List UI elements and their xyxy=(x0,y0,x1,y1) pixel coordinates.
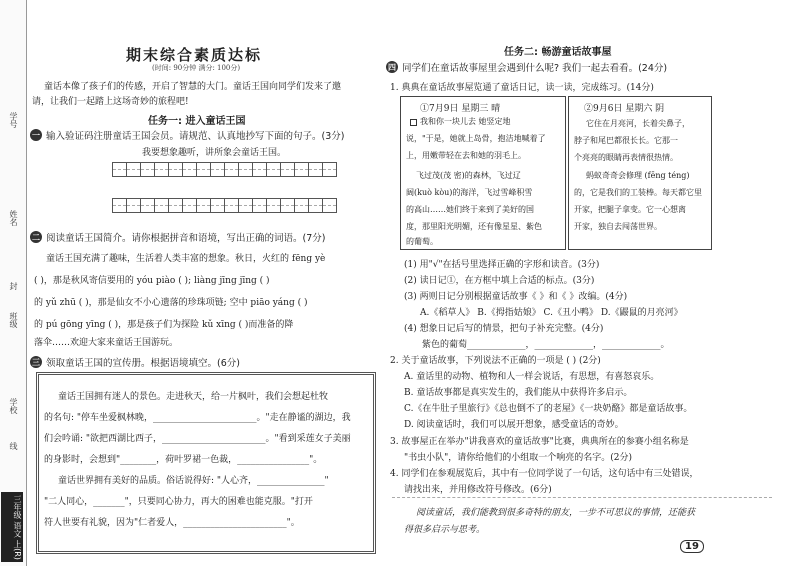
question-four-heading xyxy=(386,60,667,74)
option-c: C.《在牛肚子里旅行》《总也倒不了的老屋》《一块奶酪》都是童话故事。 xyxy=(404,404,693,414)
question-four-text: 同学们在童话故事屋里会遇到什么呢? 我们一起去看看。(24分) xyxy=(402,63,668,74)
question-two-heading xyxy=(30,230,325,244)
binding-strip xyxy=(0,0,27,566)
diary-1-line-5: 阔(kuò kòu)的海洋，飞过雪峰积雪 xyxy=(406,188,533,197)
intro-line-1: 童话本像了孩子们的传感，开启了智慧的大门。童话王国向同学们发来了邀 xyxy=(44,82,342,92)
diary-2-line-3: 个亮亮的眼睛再表情很热情。 xyxy=(574,153,678,162)
diary-1-line-3: 上，用嫩带轻在去和她的羽毛上。 xyxy=(406,151,526,160)
sub-question-1: 1. 典典在童话故事屋览通了童话日记，读一读，完成练习。(14分) xyxy=(390,83,654,93)
question-one-heading xyxy=(30,128,344,142)
quote-line-1: 阅读童话，我们能教到很多奇特的朋友，一步不可思议的事情，还能获 xyxy=(416,508,696,518)
brochure-line-6: "二人同心，_______"，只要同心协力，再大的困难也能克服。"打开 xyxy=(44,497,313,507)
question-number-badge: 四 xyxy=(388,62,396,72)
brochure-line-1: 童话王国拥有迷人的景色。走进秋天，给一片枫叶，我们会想起杜牧 xyxy=(58,392,329,402)
pinyin-line-2: ( )，那是秋风寄信要用的 yóu piào ( ); liàng jīng jīng ( ) xyxy=(34,276,270,286)
exercise-4-line: 紫色的葡萄_____________，_____________，_____________。 xyxy=(422,340,670,350)
exam-title: 期末综合素质达标 xyxy=(126,46,263,64)
option-d: D. 阅读童话时，我们可以展开想象，感受童话的奇妙。 xyxy=(404,420,624,430)
writing-grid-row-1[interactable] xyxy=(112,162,336,177)
question-two-text: 阅读童话王国简介。请你根据拼音和语境，写出正确的词语。(7分) xyxy=(46,233,326,244)
grade-brand: 三年级 语文 上(R) xyxy=(1,492,23,562)
binding-label-class: 班级 xyxy=(9,312,18,328)
brochure-line-3: 们会吟诵: "欲把西湖比西子，_______________________。"看到采莲女子美丽 xyxy=(44,434,351,444)
sub-question-4: 4. 同学们在参观展览后，其中有一位同学说了一句话，这句话中有三处错误， xyxy=(390,469,699,479)
brochure-line-7: 符人世要有礼貌，因为"仁者爱人，_______________________"。 xyxy=(44,518,300,528)
brochure-line-4: 的身影时，会想到"________，荷叶罗裙一色裁，________________"。 xyxy=(44,455,323,465)
diary-1-header: ①7月9日 星期三 晴 xyxy=(420,104,501,114)
question-number-badge: 二 xyxy=(32,232,40,242)
question-three-text: 领取童话王国的宣传册。根据语境填空。(6分) xyxy=(46,358,240,369)
sub-question-3-cont: "书虫小队"，请你给他们的小组取一个响亮的名字。(2分) xyxy=(404,453,633,463)
diary-1-line-4: 飞过茂(茂 密)的森林，飞过辽 xyxy=(416,171,521,180)
binding-label-school: 学校 xyxy=(9,398,18,414)
question-number-badge: 一 xyxy=(32,130,40,140)
exercise-2: (2) 读日记①，在方框中填上合适的标点。(3分) xyxy=(404,276,595,286)
diary-2-line-4: 蚂蚁奇奇会修理 (fēng téng) xyxy=(586,171,690,180)
sub-question-2: 2. 关于童话故事，下列说法不正确的一项是 ( ) (2分) xyxy=(390,356,601,366)
punctuation-box[interactable] xyxy=(410,119,417,126)
question-one-text: 输入验证码注册童话王国会员。请规范、认真地抄写下面的句子。(3分) xyxy=(46,131,345,142)
diary-2-line-6: 开家，把腿子拿变。它一心想离 xyxy=(574,205,686,214)
diary-2-line-7: 开家，独自去闯荡世界。 xyxy=(574,222,662,231)
page-number: 19 xyxy=(680,540,704,553)
exercise-3: (3) 两则日记分别根据童话故事《 》和《 》改编。(4分) xyxy=(404,292,628,302)
pinyin-line-1: 童话王国充满了趣味，生活着人类丰富的想象。秋日，火红的 fēng yè xyxy=(46,254,326,264)
diary-1-line-6: 的高山……她们终于来到了美好的国 xyxy=(406,205,534,214)
sub-question-4-cont: 请找出来，并用修改符号修改。(6分) xyxy=(404,485,552,495)
binding-label-seal: 封 xyxy=(9,282,18,290)
exercise-4: (4) 想象日记后写的情景，把句子补充完整。(4分) xyxy=(404,324,604,334)
diary-2-header: ②9月6日 星期六 阴 xyxy=(584,104,665,114)
intro-line-2: 请，让我们一起踏上这场奇妙的旅程吧! xyxy=(32,97,189,107)
task-two-heading: 任务二: 畅游童话故事屋 xyxy=(504,47,612,58)
diary-1-line-8: 的葡萄。 xyxy=(406,237,438,246)
pinyin-line-3: 的 yǔ zhū ( )，那是仙女不小心遗落的珍珠项链; 空中 piāo yáng ( ) xyxy=(34,298,308,308)
diary-2-line-5: 的，它是我们的工装棒。每天都它里 xyxy=(574,188,702,197)
exercise-3-options: A.《稻草人》 B.《拇指姑娘》 C.《丑小鸭》 D.《鼹鼠的月亮河》 xyxy=(420,308,683,318)
diary-1-line-2: 说，"于是，她就上岛骨，抱洁地喊着了 xyxy=(406,134,546,143)
diary-1-line-7: 度，那里阳光明媚，还有像星星、紫色 xyxy=(406,222,542,231)
binding-label-line: 线 xyxy=(9,442,18,450)
diary-2-line-1: 它住在月亮河，长着尖鼻子， xyxy=(586,119,690,128)
quote-line-2: 得很多启示与思考。 xyxy=(404,525,486,535)
question-number-badge: 三 xyxy=(32,357,40,367)
pinyin-line-5: 落伞……欢迎大家来童话王国游玩。 xyxy=(34,338,179,348)
brochure-line-2: 的名句: "停车坐爱枫林晚，_______________________。"走在静谧的湖边，我 xyxy=(44,413,351,423)
option-a: A. 童话里的动物、植物和人一样会说话，有思想，有喜怒哀乐。 xyxy=(404,372,660,382)
divider xyxy=(392,497,772,498)
writing-grid-row-2[interactable] xyxy=(112,198,336,213)
pinyin-line-4: 的 pú gōng yīng ( )，那是孩子们为探险 kǔ xīng ( )而准备的降 xyxy=(34,320,294,330)
exercise-1: (1) 用"√"在括号里选择正确的字形和读音。(3分) xyxy=(404,260,600,270)
diary-2-line-2: 脖子和尾巴都很长长。它那一 xyxy=(574,136,678,145)
binding-label-name: 姓名 xyxy=(9,210,18,226)
brochure-line-5: 童话世界拥有美好的品质。俗话说得好: "人心齐，_______________" xyxy=(58,476,329,486)
question-three-heading xyxy=(30,355,240,369)
task-one-heading: 任务一: 进入童话王国 xyxy=(148,116,246,127)
exam-meta: (时间: 90分钟 满分: 100分) xyxy=(152,64,241,72)
copy-sentence: 我要想象趣听，讲所象会童话王国。 xyxy=(142,148,287,158)
sub-question-3: 3. 故事屋正在举办"讲我喜欢的童话故事"比赛，典典所在的参赛小组名称是 xyxy=(390,437,689,447)
diary-1-line-1: 我和你一块儿去 她竖定地 xyxy=(420,117,511,126)
binding-label-id: 学号 xyxy=(9,112,18,128)
option-b: B. 童话故事都是真实发生的，我们能从中获得许多启示。 xyxy=(404,388,633,398)
